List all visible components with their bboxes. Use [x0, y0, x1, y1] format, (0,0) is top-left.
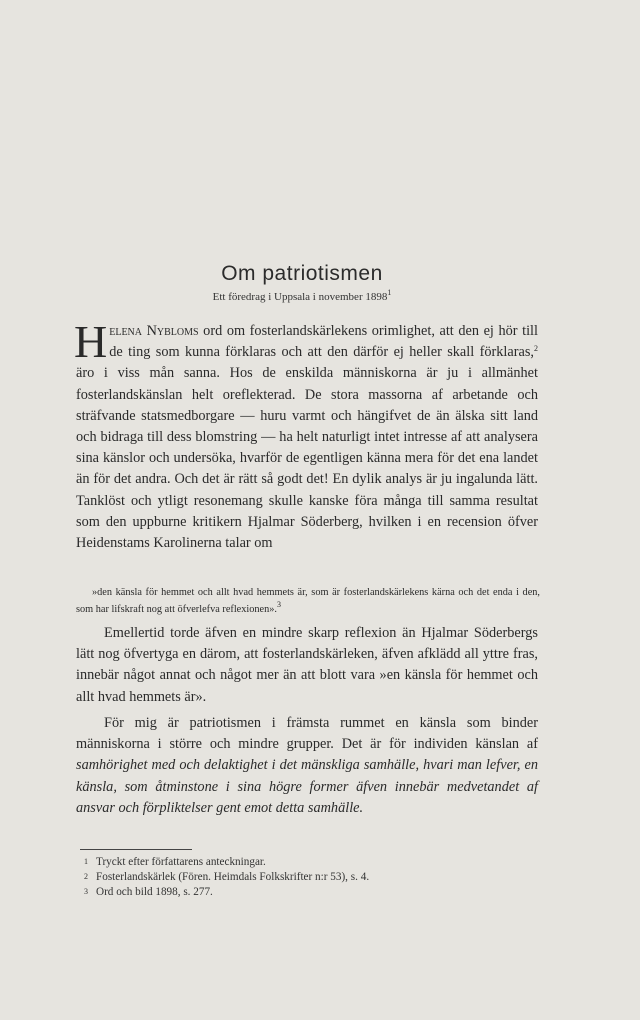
block-quote [76, 584, 540, 618]
paragraph-2: Emellertid torde äfven en mindre skarp reflexion än Hjalmar Söderbergs lätt nog öfvertyga en därom, att fosterlandskärleken, äfven afklädd all yttre fras, innebär något annat och något mer än att blott vara »en känsla för hemmet och allt hvad hemmets är». [76, 625, 538, 705]
paragraph-3 [76, 713, 538, 819]
page-subtitle [0, 288, 604, 303]
footnote-text: Ord och bild 1898, s. 277. [96, 886, 213, 898]
drop-cap: H [74, 316, 108, 367]
footnote-ref-2: 2 [534, 344, 538, 354]
paragraph-1 [74, 316, 539, 554]
footnote-number: 2 [84, 872, 88, 881]
footnote-ref-1: 1 [387, 288, 392, 297]
footnote-text: Fosterlandskärlek (Fören. Heimdals Folkskrifter n:r 53), s. 4. [96, 871, 370, 883]
paragraph-1-text-b: äro i viss mån sanna. Hos de enskilda människorna är ju i allmänhet fosterlandskänslan helt oreflekterad. De stora massorna af arbetande och sträfvande statsmedborgare — huru varmt och hängifvet de än älska sitt land och bidraga till dess blomstring — ha helt naturligt intet intresse af att analysera sina känslor och undersöka, hvarför de egentligen känna mera för det ena landet än för det andra. Och det är rätt så godt det! En dylik analys är ju ingalunda lätt. Tanklöst och ytligt resonemang skulle kanske föra många till samma resultat som den uppburne kritikern Hjalmar Söderberg, hvilken i en recension öfver Heidenstams Karolinerna talar om [76, 365, 538, 552]
footnote-ref-3: 3 [277, 600, 282, 609]
footnote-3 [84, 885, 524, 900]
paragraph-1-text-a: ord om fosterlandskärlekens orimlighet, att den ej hör till de ting som kunna förklaras och att den därför ej heller skall förklaras, [109, 323, 539, 361]
paragraph-3-italic: samhörighet med och delaktighet i det mänskliga samhälle, hvari man lefver, en känsla, som åtminstone i sina högre former äfven innebär medvetandet af ansvar och förpliktelser gent emot detta samhälle. [76, 757, 538, 816]
footnote-1 [84, 855, 524, 870]
paragraph-3-text: För mig är patriotismen i främsta rummet en känsla som binder människorna i större och mindre grupper. Det är för individen känslan af [76, 715, 538, 753]
footnote-divider [80, 849, 192, 850]
footnote-text: Tryckt efter författarens anteckningar. [96, 856, 266, 868]
footnote-2 [84, 870, 524, 885]
footnote-number: 1 [84, 857, 88, 866]
author-name: elena Nybloms [109, 323, 199, 339]
quote-text: »den känsla för hemmet och allt hvad hemmets är, som är fosterlandskärlekens kärna och det enda i den, som har lifskraft nog att öfverlefva reflexionen». [76, 587, 540, 615]
footnote-number: 3 [84, 887, 88, 896]
subtitle-text: Ett föredrag i Uppsala i november 1898 [212, 291, 388, 303]
page-title: Om patriotismen [221, 262, 383, 285]
